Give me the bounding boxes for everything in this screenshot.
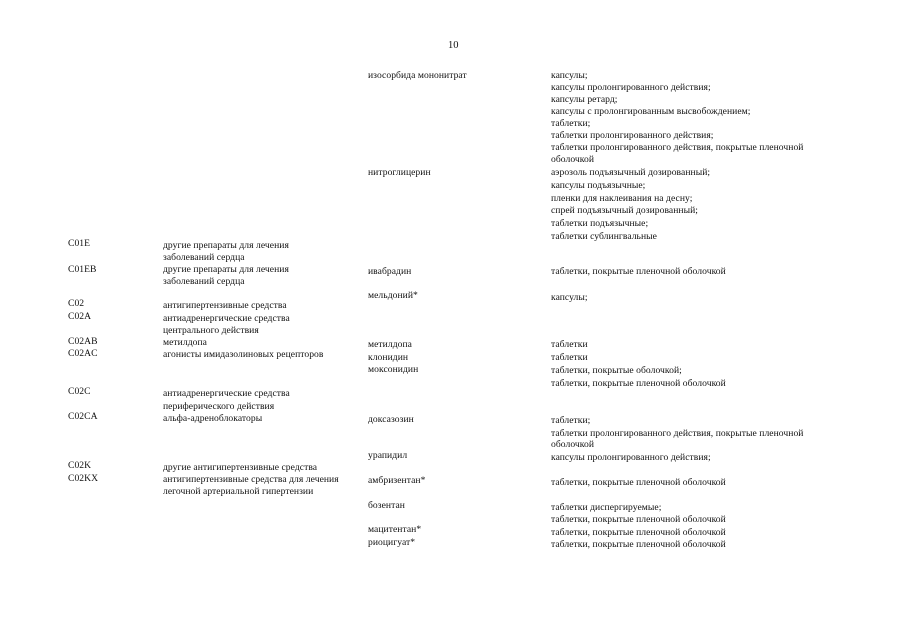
dosage-form: оболочкой (551, 154, 595, 165)
dosage-form: капсулы пролонгированного действия; (551, 452, 711, 463)
atc-code: C02CA (68, 411, 98, 422)
dosage-form: таблетки пролонгированного действия, покрытые пленочной (551, 428, 804, 439)
drug-name: амбризентан* (368, 475, 426, 486)
drug-name: нитроглицерин (368, 167, 431, 178)
drug-name: моксонидин (368, 364, 419, 375)
atc-code: C02 (68, 298, 85, 309)
atc-group: антигипертензивные средства для лечения (163, 474, 339, 485)
dosage-form: капсулы подъязычные; (551, 180, 646, 191)
atc-code: C01E (68, 238, 91, 249)
drug-name: изосорбида мононитрат (368, 70, 467, 81)
dosage-form: таблетки, покрытые пленочной оболочкой (551, 539, 726, 550)
drug-name: урапидил (368, 450, 408, 461)
atc-group: антигипертензивные средства (163, 300, 287, 311)
dosage-form: таблетки (551, 339, 588, 350)
atc-group: другие препараты для лечения (163, 264, 289, 275)
atc-code: C02KX (68, 473, 99, 484)
atc-group: заболеваний сердца (163, 276, 245, 287)
dosage-form: капсулы пролонгированного действия; (551, 82, 711, 93)
dosage-form: пленки для наклеивания на десну; (551, 193, 693, 204)
dosage-form: таблетки пролонгированного действия; (551, 130, 714, 141)
atc-group: центрального действия (163, 325, 259, 336)
atc-code: C02C (68, 386, 91, 397)
drug-name: бозентан (368, 500, 405, 511)
atc-group: альфа-адреноблокаторы (163, 413, 263, 424)
dosage-form: таблетки сублингвальные (551, 231, 657, 242)
atc-group: другие антигипертензивные средства (163, 462, 318, 473)
drug-name: клонидин (368, 352, 409, 363)
atc-group: агонисты имидазолиновых рецепторов (163, 349, 324, 360)
atc-code: C01EB (68, 264, 97, 275)
drug-name: доксазозин (368, 414, 414, 425)
dosage-form: таблетки, покрытые пленочной оболочкой (551, 477, 726, 488)
dosage-form: аэрозоль подъязычный дозированный; (551, 167, 711, 178)
atc-group: метилдопа (163, 337, 207, 348)
dosage-form: спрей подъязычный дозированный; (551, 205, 698, 216)
dosage-form: таблетки, покрытые оболочкой; (551, 365, 682, 376)
atc-group: периферического действия (163, 401, 275, 412)
dosage-form: капсулы с пролонгированным высвобождением; (551, 106, 751, 117)
dosage-form: таблетки, покрытые пленочной оболочкой (551, 514, 726, 525)
dosage-form: таблетки подъязычные; (551, 218, 649, 229)
drug-name: риоцигуат* (368, 537, 416, 548)
dosage-form: таблетки, покрытые пленочной оболочкой (551, 378, 726, 389)
atc-code: C02K (68, 460, 92, 471)
page-number: 10 (448, 40, 459, 51)
dosage-form: капсулы; (551, 70, 588, 81)
dosage-form: капсулы; (551, 292, 588, 303)
drug-name: мельдоний* (368, 290, 418, 301)
dosage-form: таблетки диспергируемые; (551, 502, 662, 513)
atc-group: другие препараты для лечения (163, 240, 289, 251)
atc-group: легочной артериальной гипертензии (163, 486, 314, 497)
drug-name: ивабрадин (368, 266, 412, 277)
atc-group: антиадренергические средства (163, 313, 290, 324)
dosage-form: таблетки (551, 352, 588, 363)
atc-group: заболеваний сердца (163, 252, 245, 263)
atc-code: C02A (68, 311, 92, 322)
dosage-form: оболочкой (551, 439, 595, 450)
dosage-form: таблетки; (551, 415, 591, 426)
drug-name: метилдопа (368, 339, 412, 350)
atc-code: C02AC (68, 348, 98, 359)
dosage-form: таблетки; (551, 118, 591, 129)
drug-name: мацитентан* (368, 524, 422, 535)
dosage-form: капсулы ретард; (551, 94, 618, 105)
dosage-form: таблетки пролонгированного действия, покрытые пленочной (551, 142, 804, 153)
dosage-form: таблетки, покрытые пленочной оболочкой (551, 527, 726, 538)
atc-group: антиадренергические средства (163, 388, 290, 399)
atc-code: C02AB (68, 336, 98, 347)
dosage-form: таблетки, покрытые пленочной оболочкой (551, 266, 726, 277)
